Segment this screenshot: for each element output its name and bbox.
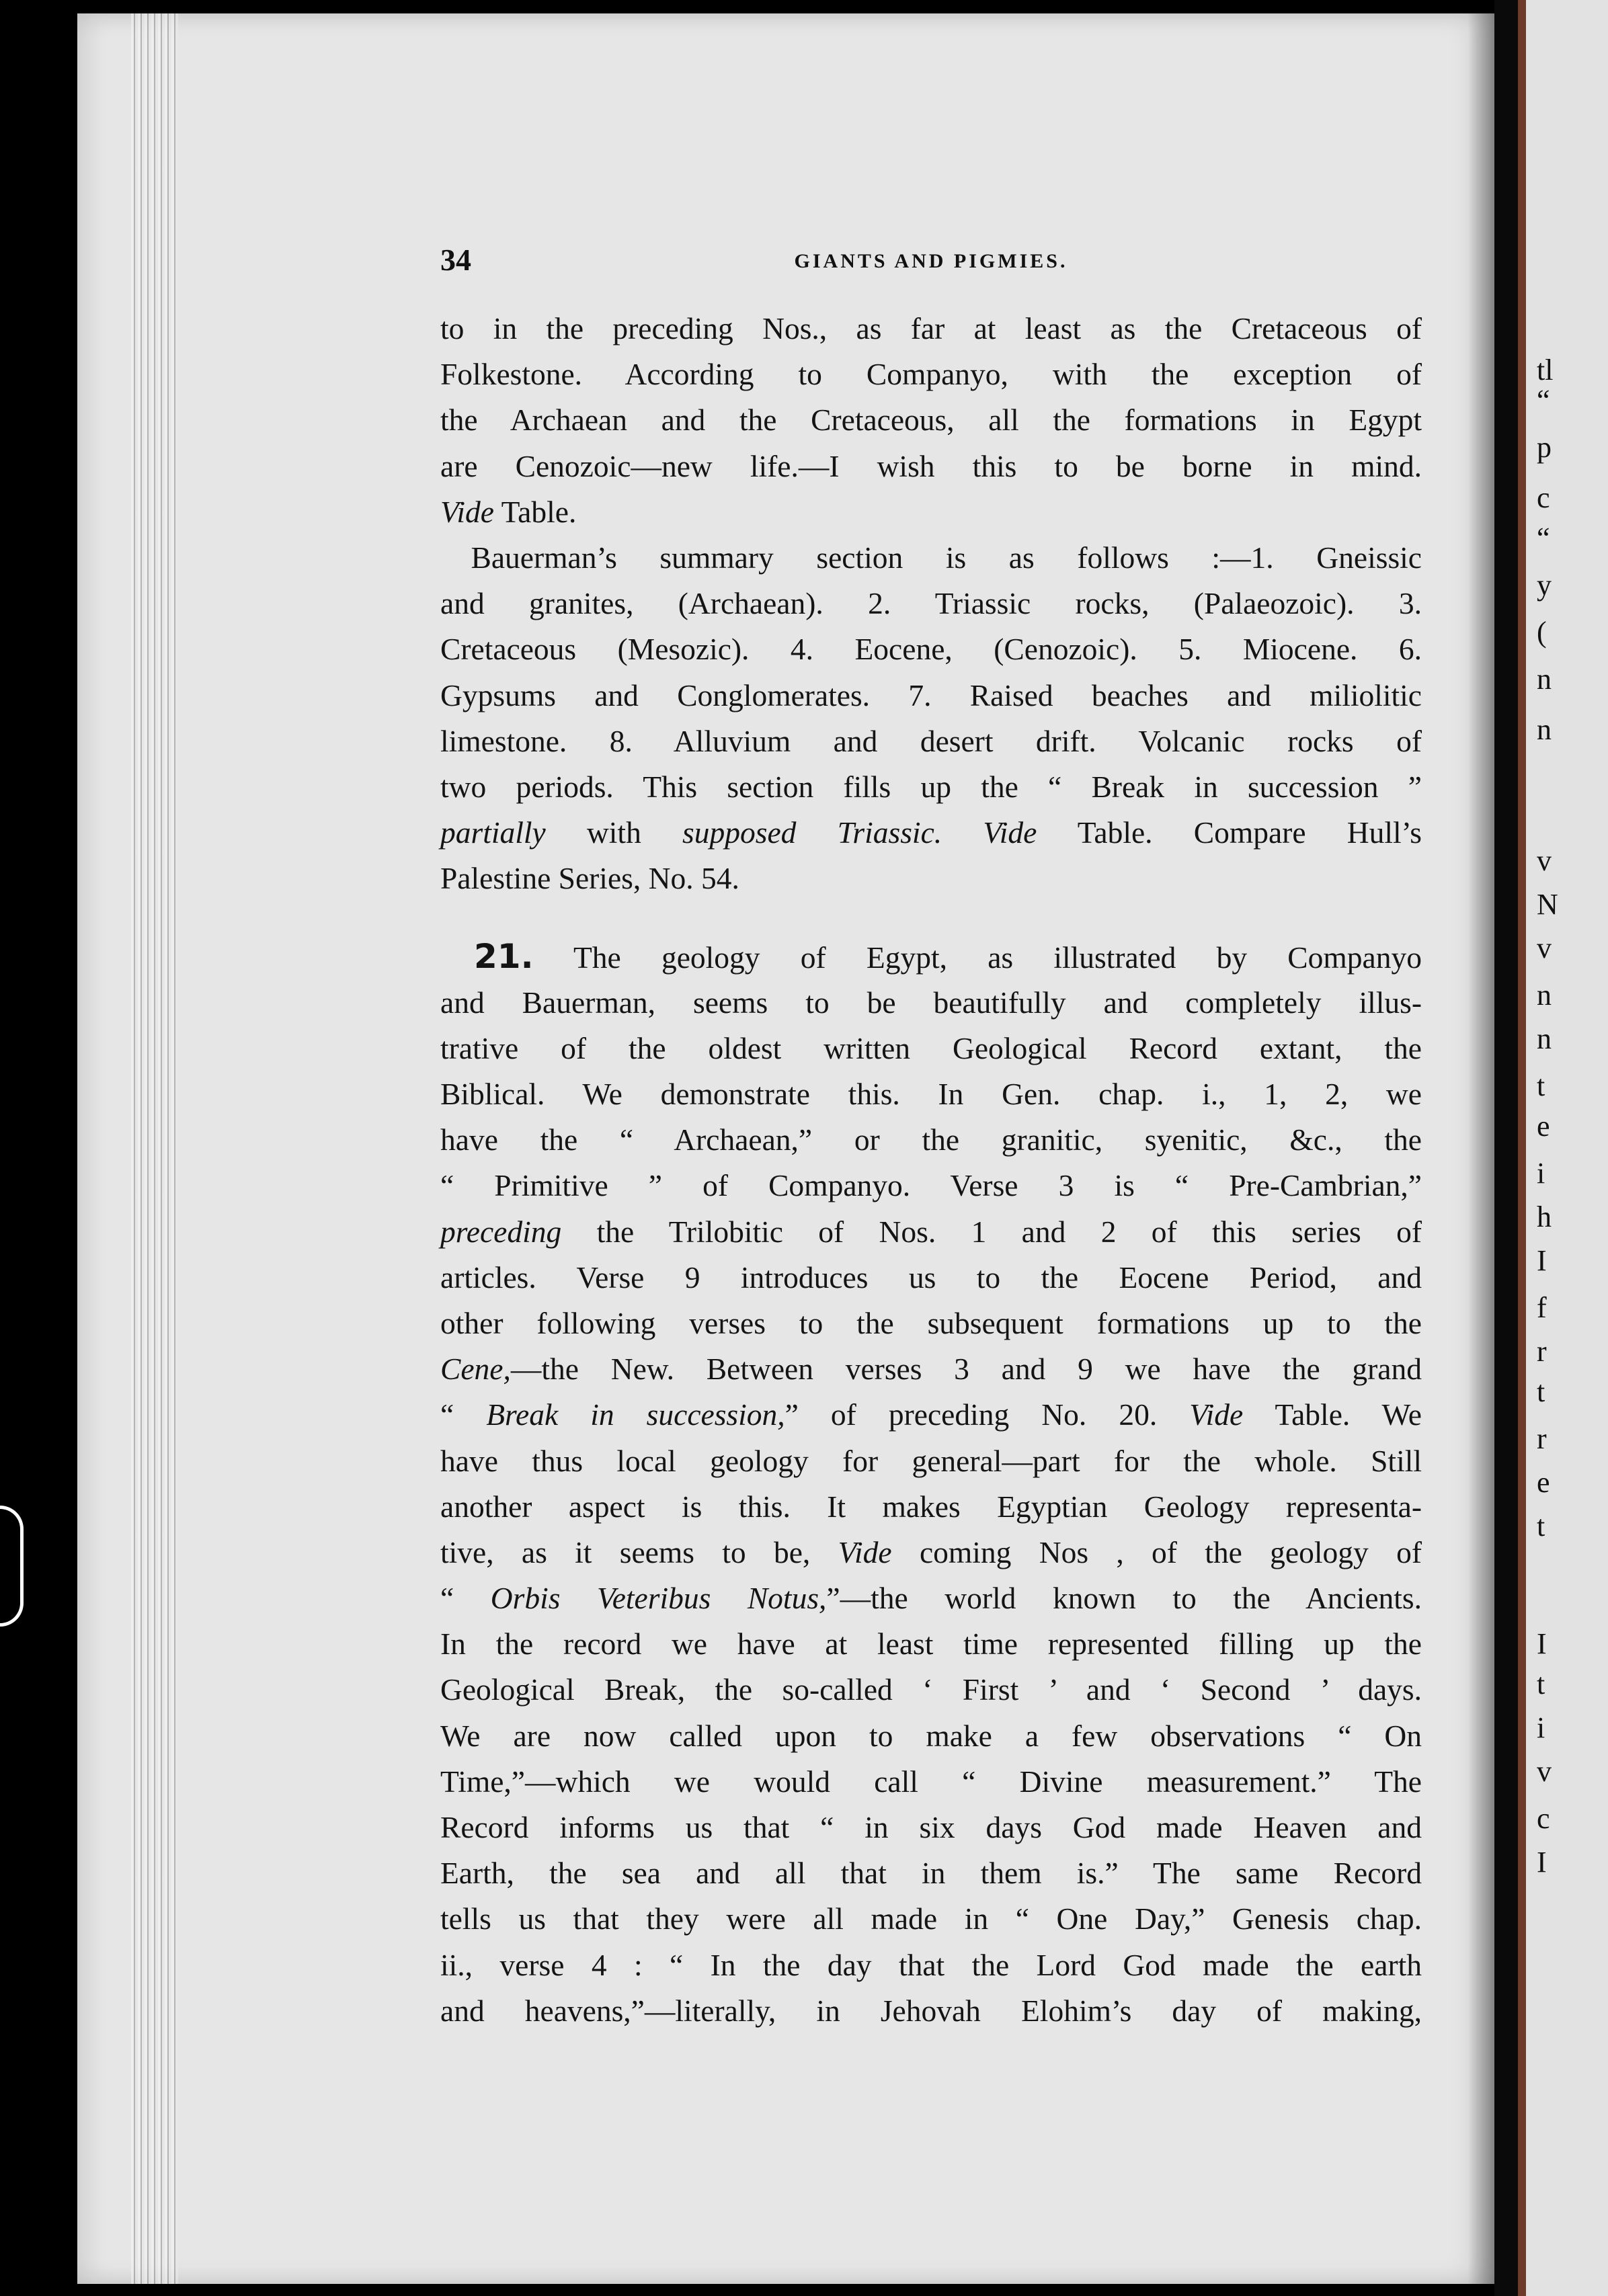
facing-page-fragment: h <box>1537 1200 1552 1233</box>
text-line <box>440 810 1422 856</box>
text-run: “ <box>440 1397 487 1432</box>
text-line <box>440 1942 1422 1988</box>
spine-shadow <box>1468 13 1494 2284</box>
paragraph-1 <box>440 306 1422 535</box>
text-run: Geological Break, the so-called ‘ First ’ and ‘ Second ’ days. <box>440 1672 1422 1707</box>
text-run: articles. Verse 9 introduces us to the Eocene Period, and <box>440 1260 1422 1295</box>
page-header <box>440 242 1422 282</box>
text-run: Cretaceous (Mesozic). 4. Eocene, (Cenozoic). 5. Miocene. 6. <box>440 632 1422 667</box>
text-line <box>440 1575 1422 1621</box>
text-line <box>440 1530 1422 1575</box>
text-run: ii., verse 4 : “ In the day that the Lord God made the earth <box>440 1947 1422 1982</box>
text-run: Table. Compare Hull’s <box>1037 815 1422 850</box>
facing-page-fragment: e <box>1537 1466 1550 1499</box>
text-line <box>440 856 1422 901</box>
facing-page-fragment: v <box>1537 1755 1552 1788</box>
text-run: the Trilobitic of Nos. 1 and 2 of this series of <box>561 1214 1422 1249</box>
facing-page-fragment: I <box>1537 1244 1547 1277</box>
gutter-edge <box>1518 0 1526 2296</box>
facing-page-fragment: t <box>1537 1375 1545 1408</box>
text-line <box>440 444 1422 489</box>
facing-page-fragment: r <box>1537 1422 1547 1455</box>
italic-text: Vide <box>1189 1397 1244 1432</box>
text-line <box>440 1805 1422 1850</box>
text-line <box>440 626 1422 672</box>
text-run: tells us that they were all made in “ One Day,” Genesis chap. <box>440 1901 1422 1936</box>
text-run: have thus local geology for general—part for the whole. Still <box>440 1443 1422 1478</box>
text-line <box>440 306 1422 352</box>
text-run: —the New. Between verses 3 and 9 we have the grand <box>510 1352 1422 1387</box>
text-run: ” of preceding No. 20. <box>785 1397 1190 1432</box>
paragraph-3 <box>440 934 1422 2034</box>
text-line <box>440 1667 1422 1713</box>
text-run: limestone. 8. Alluvium and desert drift. Volcanic rocks of <box>440 723 1422 758</box>
text-line <box>440 719 1422 764</box>
italic-text: preceding <box>440 1214 562 1249</box>
facing-page-fragment: n <box>1537 663 1552 696</box>
facing-page-fragment: tl <box>1537 354 1554 386</box>
facing-page-fragment: n <box>1537 1022 1552 1055</box>
facing-page-fragment: c <box>1537 481 1550 514</box>
italic-text: Break in succession, <box>486 1397 785 1432</box>
text-line <box>440 764 1422 810</box>
text-run: have the “ Archaean,” or the granitic, syenitic, &c., the <box>440 1122 1422 1157</box>
text-run <box>942 815 983 850</box>
paragraph-2 <box>440 535 1422 902</box>
text-line <box>440 1209 1422 1255</box>
text-line <box>440 1484 1422 1530</box>
text-run: tive, as it seems to be, <box>440 1534 838 1569</box>
text-run: “ Primitive ” of Companyo. Verse 3 is “ Pre-Cambrian,” <box>440 1168 1422 1203</box>
text-line <box>440 1438 1422 1484</box>
text-run: Table. <box>494 494 577 529</box>
text-run: to in the preceding Nos., as far at least as the Cretaceous of <box>440 311 1422 345</box>
facing-page-fragment: f <box>1537 1291 1547 1324</box>
section-gap <box>440 901 1422 934</box>
facing-page-fragment: “ <box>1537 522 1550 555</box>
text-line <box>440 352 1422 397</box>
text-line <box>440 1026 1422 1071</box>
text-run: We are now called upon to make a few observations “ On <box>440 1718 1422 1753</box>
text-run: ”—the world known to the Ancients. <box>826 1581 1422 1616</box>
text-line <box>440 1071 1422 1117</box>
facing-page-fragment: ( <box>1537 616 1547 649</box>
text-line <box>440 581 1422 626</box>
body-text <box>440 306 1422 2034</box>
text-line <box>440 535 1422 581</box>
text-run: Record informs us that “ in six days God made Heaven and <box>440 1810 1422 1844</box>
text-line <box>440 1988 1422 2034</box>
text-line <box>440 673 1422 719</box>
text-line <box>440 1896 1422 1942</box>
text-line <box>440 1850 1422 1896</box>
text-run: two periods. This section fills up the “ Break in succession ” <box>440 769 1422 804</box>
text-run: the Archaean and the Cretaceous, all the formations in Egypt <box>440 403 1422 438</box>
text-line <box>440 1255 1422 1301</box>
text-run: The geology of Egypt, as illustrated by Companyo <box>533 940 1422 975</box>
italic-text: Vide <box>440 494 495 529</box>
facing-page-fragment: p <box>1537 431 1552 464</box>
facing-page-fragment: r <box>1537 1335 1547 1368</box>
italic-text: Vide <box>983 815 1037 850</box>
text-line <box>440 489 1422 535</box>
text-run: Palestine Series, No. 54. <box>440 861 739 896</box>
text-run: “ <box>440 1581 491 1616</box>
facing-page-fragment: N <box>1537 888 1558 921</box>
text-run: and granites, (Archaean). 2. Triassic rocks, (Palaeozoic). 3. <box>440 586 1422 621</box>
text-line <box>440 1163 1422 1208</box>
text-run: Time,”—which we would call “ Divine measurement.” The <box>440 1764 1422 1799</box>
text-line <box>440 1301 1422 1346</box>
facing-page-fragment: v <box>1537 844 1552 877</box>
page-number: 34 <box>440 243 471 277</box>
italic-text: Cene, <box>440 1352 511 1387</box>
facing-page-fragment: c <box>1537 1802 1550 1835</box>
facing-page-fragment: i <box>1537 1711 1545 1744</box>
page-edges <box>131 13 178 2284</box>
binding-mark <box>0 1506 24 1627</box>
text-run: In the record we have at least time represented filling up the <box>440 1627 1422 1662</box>
facing-page-fragment: I <box>1537 1627 1547 1660</box>
facing-page-fragment: y <box>1537 569 1552 602</box>
text-run: Bauerman’s summary section is as follows :—1. Gneissic <box>440 540 1422 575</box>
italic-text: partially <box>440 815 546 850</box>
facing-page-fragment: i <box>1537 1157 1545 1190</box>
facing-page-fragment: t <box>1537 1069 1545 1102</box>
facing-page-fragment: n <box>1537 979 1552 1012</box>
text-line <box>440 1346 1422 1392</box>
facing-page-fragment: t <box>1537 1668 1545 1700</box>
text-run: coming Nos , of the geology of <box>891 1534 1422 1569</box>
facing-page-fragment: v <box>1537 932 1552 965</box>
facing-page-fragment: “ <box>1537 384 1550 417</box>
italic-text: supposed Triassic. <box>682 815 942 850</box>
text-run: Biblical. We demonstrate this. In Gen. chap. i., 1, 2, we <box>440 1077 1422 1111</box>
facing-page-fragment: t <box>1537 1510 1545 1543</box>
text-run: other following verses to the subsequent formations up to the <box>440 1305 1422 1340</box>
italic-text: Orbis Veteribus Notus, <box>490 1581 827 1616</box>
text-line <box>440 980 1422 1026</box>
text-line <box>440 397 1422 443</box>
text-run: Folkestone. According to Companyo, with the exception of <box>440 357 1422 392</box>
facing-page-fragment: n <box>1537 713 1552 746</box>
text-run: trative of the oldest written Geological Record extant, the <box>440 1030 1422 1065</box>
text-line <box>440 1759 1422 1805</box>
text-run: another aspect is this. It makes Egyptian Geology representa- <box>440 1489 1422 1524</box>
facing-page <box>1526 0 1608 2296</box>
text-run: with <box>545 815 683 850</box>
text-run: are Cenozoic—new life.—I wish this to be borne in mind. <box>440 448 1422 483</box>
text-run: Gypsums and Conglomerates. 7. Raised beaches and miliolitic <box>440 678 1422 712</box>
text-line <box>440 1713 1422 1759</box>
facing-page-fragment: e <box>1537 1110 1550 1143</box>
running-title: GIANTS AND PIGMIES. <box>794 250 1068 272</box>
text-line <box>440 934 1422 979</box>
section-number: 21. <box>440 937 534 977</box>
text-line <box>440 1621 1422 1667</box>
text-run: and Bauerman, seems to be beautifully and completely illus- <box>440 985 1422 1020</box>
text-run: Earth, the sea and all that in them is.” The same Record <box>440 1856 1422 1891</box>
text-line <box>440 1117 1422 1163</box>
italic-text: Vide <box>838 1534 892 1569</box>
text-run: and heavens,”—literally, in Jehovah Elohim’s day of making, <box>440 1993 1422 2028</box>
text-line <box>440 1392 1422 1438</box>
facing-page-fragment: I <box>1537 1846 1547 1879</box>
text-run: Table. We <box>1243 1397 1422 1432</box>
